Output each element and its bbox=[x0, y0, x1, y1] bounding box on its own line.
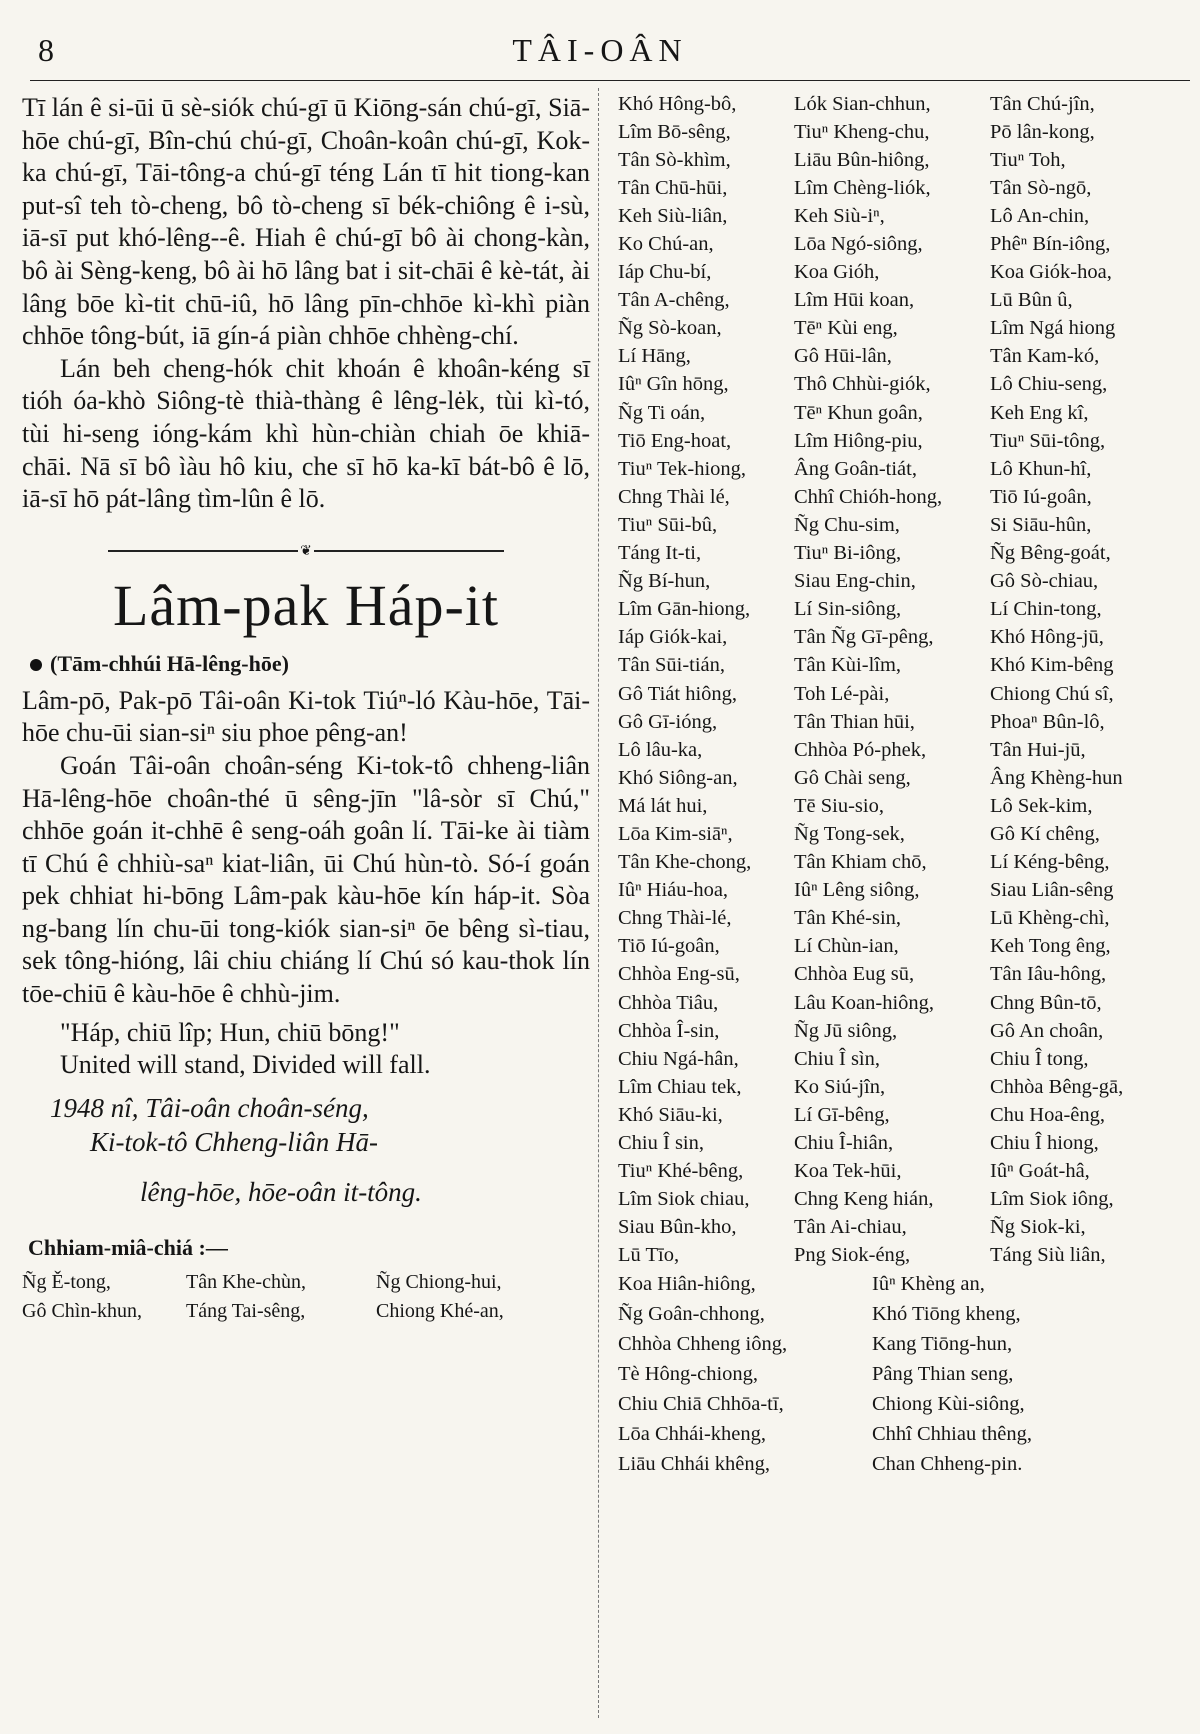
signatory-name: Âng Goân-tiát, bbox=[794, 457, 917, 480]
signatory-row bbox=[618, 1158, 1178, 1186]
signatory-name: Khó Tiōng kheng, bbox=[872, 1303, 1021, 1326]
signatory-name: Chhòa Tiâu, bbox=[618, 991, 719, 1014]
signatory-name: Tiō Eng-hoat, bbox=[618, 429, 732, 452]
signatory-name: Chng Keng hián, bbox=[794, 1188, 934, 1211]
signatory-name: Ko Siú-jîn, bbox=[794, 1075, 886, 1098]
signatory-name: Lōa Chhái-kheng, bbox=[618, 1423, 767, 1446]
signatory-name: Tân Hui-jū, bbox=[990, 738, 1086, 761]
signatory-row bbox=[618, 989, 1178, 1017]
signatory-name: Táng It-ti, bbox=[618, 542, 702, 565]
signature-block bbox=[22, 1091, 590, 1209]
signatory-name: Iûⁿ Lêng siông, bbox=[794, 879, 920, 902]
signatory-name: Lîm Ngá hiong bbox=[990, 317, 1116, 340]
signatory-row bbox=[618, 708, 1178, 736]
signatory-row bbox=[618, 1330, 1178, 1360]
signatory-name: Lū Tīo, bbox=[618, 1244, 680, 1267]
signatory-name: Pâng Thian seng, bbox=[872, 1363, 1014, 1386]
signatory-row bbox=[618, 652, 1178, 680]
signatory-name: Gô Tiát hiông, bbox=[618, 682, 738, 705]
signatory-name: Tiuⁿ Tek-hiong, bbox=[618, 457, 747, 480]
signatory-row bbox=[618, 849, 1178, 877]
signatory-name: Ñg Siok-ki, bbox=[990, 1216, 1086, 1239]
header-rule bbox=[30, 80, 1190, 81]
column-divider bbox=[598, 88, 599, 1718]
signatory-name: Lîm Hiông-piu, bbox=[794, 429, 923, 452]
signatory-name: Lô An-chin, bbox=[990, 204, 1090, 227]
signatory-row bbox=[618, 1101, 1178, 1129]
signatory-name: Phoaⁿ Bûn-lô, bbox=[990, 710, 1105, 733]
signatory-row bbox=[618, 540, 1178, 568]
signatory-name: Keh Siù-iⁿ, bbox=[794, 204, 885, 227]
signatory-row bbox=[618, 820, 1178, 848]
running-title: TÂI-OÂN bbox=[512, 32, 688, 68]
signatory-name: Lí Sin-siông, bbox=[794, 598, 902, 621]
signatory-name: Tân Kam-kó, bbox=[990, 345, 1100, 368]
signatory-name: Khó Siāu-ki, bbox=[618, 1103, 723, 1126]
article-paragraph-1: Tī lán ê si-ūi ū sè-siók chú-gī ū Kiōng-sán chú-gī, Siā-hōe chú-gī, Bîn-chú chú-gī, Choân-koân chú-gī, Kok-ka chú-gī, Tāi-tông-a chú-gī téng Lán tī hit tiong-kan put-sî teh tò-cheng, bô tò-cheng sī bék-chiông ê i-sù, iā-sī put khó-lêng--ê. Hiah ê chú-gī bô ài chong-kàn, bô ài Sèng-keng, bô ài hō lâng bat i sit-chāi ê kè-tát, ài lâng bōe kì-tit chū-iû, hō lâng pīn-chhōe kì-khì piàn chhōe tông-bút, iā gín-á piàn chhōe chhèng-chí. bbox=[22, 93, 590, 351]
signatory-name: Iáp Chu-bí, bbox=[618, 261, 712, 284]
signatory-row bbox=[618, 259, 1178, 287]
section-paragraph-2: Goán Tâi-oân choân-séng Ki-tok-tô chheng-liân Hā-lêng-hōe choân-thé ū sêng-jīn "lâ-sòr sī Chú," chhōe goán it-chhē ê seng-oáh goân lí. Tāi-ke ài tiàm tī Chú ê chhiù-saⁿ kiat-liân, ūi Chú hùn-tò. Só-í goán pek chhiat hi-bōng Lâm-pak kàu-hōe kín háp-it. Sòa ng-bang lín chu-ūi tong-kiók sian-siⁿ ōe bêng sì-tiau, sek tông-hióng, lâi chiu chiáng lí Chú só kau-thok lín tōe-chiū ê kàu-hōe ê chhù-jim. bbox=[22, 750, 590, 1009]
signatories-title: Chhiam-miâ-chiá :— bbox=[28, 1234, 228, 1260]
signatory-name: Ñg Sò-koan, bbox=[618, 317, 722, 340]
signatory-name: Chu Hoa-êng, bbox=[990, 1103, 1106, 1126]
signatory-name: Ñg Ti oán, bbox=[618, 401, 706, 424]
signatory-name: Lí Gī-bêng, bbox=[794, 1103, 890, 1126]
signatory-row bbox=[618, 1270, 1178, 1300]
signatory-row bbox=[618, 1450, 1178, 1480]
signature-line: Ki-tok-tô Chheng-liân Hā- bbox=[90, 1126, 378, 1157]
signatory-name: Keh Eng kî, bbox=[990, 401, 1089, 424]
signatory-name: Chhòa Eug sū, bbox=[794, 963, 915, 986]
section-subtitle bbox=[30, 651, 590, 677]
signatory-row bbox=[618, 961, 1178, 989]
signatory-row bbox=[618, 174, 1178, 202]
signatory-row bbox=[618, 202, 1178, 230]
signatory-name: Iûⁿ Gîn hōng, bbox=[618, 373, 729, 396]
signatory-name: Koa Tek-hūi, bbox=[794, 1160, 902, 1183]
motto-english: United will stand, Divided will fall. bbox=[60, 1049, 431, 1079]
left-column bbox=[22, 92, 590, 1323]
signatory-name: Png Siok-éng, bbox=[794, 1244, 911, 1267]
article-paragraph-2: Lán beh cheng-hók chit khoán ê khoân-kéng sī tióh óa-khò Siông-tè thià-thàng ê lêng-lėk, tùi kì-tó, tùi hi-seng ióng-kám khì hùn-chiàn chiah ōe khiā-chāi. Nā sī bô ìàu hô kiu, che sī hō ka-kī bát-bô ê lō, iā-sī hō pát-lâng tìm-lûn ê lō. bbox=[22, 353, 590, 514]
signatory-name: Liāu Bûn-hiông, bbox=[794, 148, 930, 171]
right-column-signatories bbox=[618, 90, 1178, 1480]
signatory-name: Lōa Kim-siāⁿ, bbox=[618, 822, 733, 845]
section-subtitle-text: (Tām-chhúi Hā-lêng-hōe) bbox=[50, 650, 289, 676]
signatory-name: Chng Bûn-tō, bbox=[990, 991, 1102, 1014]
signatory-row bbox=[618, 1390, 1178, 1420]
signatory-name: Tiuⁿ Toh, bbox=[990, 148, 1066, 171]
signatory-name: Tân A-chêng, bbox=[618, 289, 730, 312]
signatory-name: Tēⁿ Kùi eng, bbox=[794, 317, 898, 340]
signatory-name: Lók Sian-chhun, bbox=[794, 92, 931, 115]
page-header bbox=[0, 0, 1200, 84]
signatory-name: Tē Siu-sio, bbox=[794, 794, 884, 817]
signatory-name: Gô An choân, bbox=[990, 1019, 1104, 1042]
signatory-name: Lîm Hūi koan, bbox=[794, 289, 915, 312]
signatory-row bbox=[618, 511, 1178, 539]
signatory-name: Lōa Ngó-siông, bbox=[794, 233, 923, 256]
signatory-name: Tiuⁿ Khé-bêng, bbox=[618, 1160, 744, 1183]
section-paragraph-1: Lâm-pō, Pak-pō Tâi-oân Ki-tok Tiúⁿ-ló Kàu-hōe, Tāi-hōe chu-ūi sian-siⁿ siu phoe pêng-an! bbox=[22, 685, 590, 748]
page-number: 8 bbox=[38, 32, 54, 68]
signatory-name: Liāu Chhái khêng, bbox=[618, 1453, 771, 1476]
signatory-row bbox=[618, 792, 1178, 820]
signatory-name: Iûⁿ Goát-hâ, bbox=[990, 1160, 1090, 1183]
signatory-name: Siau Eng-chin, bbox=[794, 570, 916, 593]
signatory-name: Chiu Î sìn, bbox=[794, 1047, 880, 1070]
signatory-name: Chhòa Eng-sū, bbox=[618, 963, 740, 986]
signature-line: lêng-hōe, hōe-oân it-tông. bbox=[140, 1176, 422, 1207]
signatory-name: Koa Giók-hoa, bbox=[990, 261, 1112, 284]
signatory-name: Ñg Chiong-hui, bbox=[376, 1270, 502, 1293]
signatory-name: Tân Khe-chùn, bbox=[186, 1270, 306, 1293]
motto-native: "Háp, chiū lîp; Hun, chiū bōng!" bbox=[60, 1017, 400, 1047]
signatory-name: Chiu Ngá-hân, bbox=[618, 1047, 739, 1070]
signatory-name: Tân Khé-sin, bbox=[794, 907, 902, 930]
signatory-name: Gô Kí chêng, bbox=[990, 822, 1100, 845]
signatory-name: Tēⁿ Khun goân, bbox=[794, 401, 923, 424]
signatory-row bbox=[618, 764, 1178, 792]
signatory-name: Keh Siù-liân, bbox=[618, 204, 728, 227]
signatory-name: Phêⁿ Bín-iông, bbox=[990, 233, 1111, 256]
signatory-name: Lîm Siok iông, bbox=[990, 1188, 1114, 1211]
signatory-name: Tiuⁿ Kheng-chu, bbox=[794, 120, 930, 143]
signatory-row bbox=[618, 933, 1178, 961]
signatory-name: Chhòa Chheng iông, bbox=[618, 1333, 788, 1356]
signatory-name: Tân Chū-hūi, bbox=[618, 176, 728, 199]
signatory-name: Tân Khiam chō, bbox=[794, 851, 927, 874]
signatory-name: Âng Khèng-hun bbox=[990, 766, 1123, 789]
signatory-row bbox=[618, 371, 1178, 399]
signatory-name: Pō lân-kong, bbox=[990, 120, 1095, 143]
signatory-name: Gô Chài seng, bbox=[794, 766, 911, 789]
signatory-name: Siau Bûn-kho, bbox=[618, 1216, 737, 1239]
signatory-name: Tân Sūi-tián, bbox=[618, 654, 726, 677]
signatory-name: Má lát hui, bbox=[618, 794, 708, 817]
signatory-row bbox=[618, 596, 1178, 624]
signatory-row bbox=[618, 1186, 1178, 1214]
signatory-name: Lí Kéng-bêng, bbox=[990, 851, 1110, 874]
signatory-name: Si Siāu-hûn, bbox=[990, 513, 1092, 536]
signatory-row bbox=[618, 1214, 1178, 1242]
signatory-name: Ñg Ě-tong, bbox=[22, 1270, 111, 1293]
signatory-name: Tiuⁿ Bi-iông, bbox=[794, 542, 902, 565]
signatory-name: Keh Tong êng, bbox=[990, 935, 1111, 958]
signatory-name: Lí Hāng, bbox=[618, 345, 691, 368]
signatory-name: Tân Khe-chong, bbox=[618, 851, 752, 874]
signatory-name: Lô Sek-kim, bbox=[990, 794, 1093, 817]
signatory-row bbox=[618, 1420, 1178, 1450]
signatory-name: Lîm Chiau tek, bbox=[618, 1075, 742, 1098]
signatory-name: Lū Bûn û, bbox=[990, 289, 1073, 312]
signatory-name: Tân Ai-chiau, bbox=[794, 1216, 907, 1239]
signatory-name: Toh Lé-pài, bbox=[794, 682, 890, 705]
signatory-row bbox=[618, 736, 1178, 764]
signatory-name: Tè Hông-chiong, bbox=[618, 1363, 759, 1386]
signatory-name: Chiu Chiā Chhōa-tī, bbox=[618, 1393, 784, 1416]
signatory-name: Táng Tai-sêng, bbox=[186, 1299, 306, 1322]
signatory-name: Chhî Chhiau thêng, bbox=[872, 1423, 1033, 1446]
signatory-name: Tân Kùi-lîm, bbox=[794, 654, 902, 677]
signatory-name: Ñg Tong-sek, bbox=[794, 822, 905, 845]
signatories-list bbox=[22, 1271, 590, 1323]
signatory-name: Chiu Î sin, bbox=[618, 1132, 704, 1155]
signatory-name: Gô Chìn-khun, bbox=[22, 1299, 142, 1322]
signatory-name: Tân Chú-jîn, bbox=[990, 92, 1095, 115]
signatory-name: Iáp Giók-kai, bbox=[618, 626, 728, 649]
signatory-name: Tân Thian hūi, bbox=[794, 710, 915, 733]
signatory-name: Tiō Iú-goân, bbox=[618, 935, 720, 958]
signatory-row bbox=[618, 343, 1178, 371]
section-title: Lâm-pak Háp-it bbox=[112, 572, 499, 638]
signatory-name: Siau Liân-sêng bbox=[990, 879, 1114, 902]
signatory-row bbox=[618, 287, 1178, 315]
signatory-name: Khó Hông-bô, bbox=[618, 92, 737, 115]
section-divider bbox=[22, 542, 590, 559]
signatory-name: Chiu Î-hiân, bbox=[794, 1132, 894, 1155]
signatory-name: Lū Khèng-chì, bbox=[990, 907, 1110, 930]
signatory-name: Chhòa Bêng-gā, bbox=[990, 1075, 1124, 1098]
signatory-name: Thô Chhùi-giók, bbox=[794, 373, 931, 396]
signatory-row bbox=[618, 1073, 1178, 1101]
signatory-name: Chhòa Pó-phek, bbox=[794, 738, 927, 761]
signatory-row bbox=[618, 483, 1178, 511]
signatory-row bbox=[618, 1129, 1178, 1157]
signatory-name: Chng Thài lé, bbox=[618, 485, 730, 508]
signatory-name: Lô Chiu-seng, bbox=[990, 373, 1108, 396]
signatory-name: Tiō Iú-goân, bbox=[990, 485, 1092, 508]
signatory-row bbox=[618, 680, 1178, 708]
signatory-name: Koa Hiân-hiông, bbox=[618, 1273, 756, 1296]
signatory-row bbox=[618, 1045, 1178, 1073]
signatory-row bbox=[618, 1300, 1178, 1330]
signatory-name: Chiu Î hiong, bbox=[990, 1132, 1099, 1155]
signatory-name: Lâu Koan-hiông, bbox=[794, 991, 935, 1014]
signatory-row bbox=[618, 1017, 1178, 1045]
signatory-row bbox=[618, 315, 1178, 343]
signatory-name: Tân Ñg Gī-pêng, bbox=[794, 626, 934, 649]
signatory-row bbox=[618, 118, 1178, 146]
signatory-name: Lîm Bō-sêng, bbox=[618, 120, 731, 143]
signatory-name: Chiong Chú sî, bbox=[990, 682, 1114, 705]
signatory-row bbox=[618, 568, 1178, 596]
signatory-name: Ñg Bí-hun, bbox=[618, 570, 711, 593]
divider-line bbox=[314, 550, 504, 552]
signatory-row bbox=[618, 230, 1178, 258]
signatory-name: Tiuⁿ Sūi-bû, bbox=[618, 513, 718, 536]
signatory-name: Tiuⁿ Sūi-tông, bbox=[990, 429, 1106, 452]
signatory-row bbox=[618, 905, 1178, 933]
signatory-name: Lîm Gān-hiong, bbox=[618, 598, 751, 621]
signatory-name: Koa Gióh, bbox=[794, 261, 880, 284]
signatory-name: Gô Hūi-lân, bbox=[794, 345, 892, 368]
signature-line: 1948 nî, Tâi-oân choân-séng, bbox=[50, 1092, 369, 1123]
signatory-name: Chiu Î tong, bbox=[990, 1047, 1089, 1070]
motto bbox=[22, 1017, 590, 1081]
signatory-name: Ñg Bêng-goát, bbox=[990, 542, 1111, 565]
signatory-name: Lô lâu-ka, bbox=[618, 738, 703, 761]
signatory-row bbox=[618, 1360, 1178, 1390]
signatory-name: Gô Gī-ióng, bbox=[618, 710, 718, 733]
signatory-name: Lí Chùn-ian, bbox=[794, 935, 899, 958]
signatory-name: Chng Thài-lé, bbox=[618, 907, 732, 930]
signatory-name: Chiong Kùi-siông, bbox=[872, 1393, 1025, 1416]
signatory-name: Lîm Chèng-liók, bbox=[794, 176, 931, 199]
signatory-name: Khó Kim-bêng bbox=[990, 654, 1114, 677]
signatory-row bbox=[618, 427, 1178, 455]
signatory-name: Chan Chheng-pin. bbox=[872, 1453, 1023, 1476]
signatory-name: Lô Khun-hî, bbox=[990, 457, 1092, 480]
signatory-name: Táng Siù liân, bbox=[990, 1244, 1106, 1267]
signatory-name: Tân Sò-ngō, bbox=[990, 176, 1092, 199]
signatory-name: Chhòa Î-sin, bbox=[618, 1019, 720, 1042]
signatory-name: Chhî Chióh-hong, bbox=[794, 485, 943, 508]
signatory-name: Ñg Goân-chhong, bbox=[618, 1303, 765, 1326]
signatory-name: Tân Sò-khìm, bbox=[618, 148, 731, 171]
signatory-name: Lîm Siok chiau, bbox=[618, 1188, 750, 1211]
signatory-name: Khó Hông-jū, bbox=[990, 626, 1104, 649]
bullet-icon bbox=[30, 659, 42, 671]
divider-ornament-icon: ❦ bbox=[300, 543, 312, 559]
signatory-name: Khó Siông-an, bbox=[618, 766, 738, 789]
signatory-row bbox=[618, 399, 1178, 427]
signatory-row bbox=[618, 90, 1178, 118]
signatory-name: Ko Chú-an, bbox=[618, 233, 714, 256]
signatory-name: Tân Iâu-hông, bbox=[990, 963, 1107, 986]
signatory-name: Iûⁿ Hiáu-hoa, bbox=[618, 879, 729, 902]
divider-line bbox=[108, 550, 298, 552]
signatory-row bbox=[618, 624, 1178, 652]
signatory-name: Chiong Khé-an, bbox=[376, 1299, 504, 1322]
signatory-name: Kang Tiōng-hun, bbox=[872, 1333, 1013, 1356]
signatory-name: Ñg Jū siông, bbox=[794, 1019, 898, 1042]
signatory-row bbox=[618, 146, 1178, 174]
signatory-row bbox=[618, 877, 1178, 905]
signatory-row bbox=[618, 1242, 1178, 1270]
signatory-name: Gô Sò-chiau, bbox=[990, 570, 1099, 593]
signatory-name: Ñg Chu-sim, bbox=[794, 513, 900, 536]
signatory-name: Lí Chin-tong, bbox=[990, 598, 1102, 621]
signatory-name: Iûⁿ Khèng an, bbox=[872, 1273, 985, 1296]
signatory-row bbox=[618, 455, 1178, 483]
